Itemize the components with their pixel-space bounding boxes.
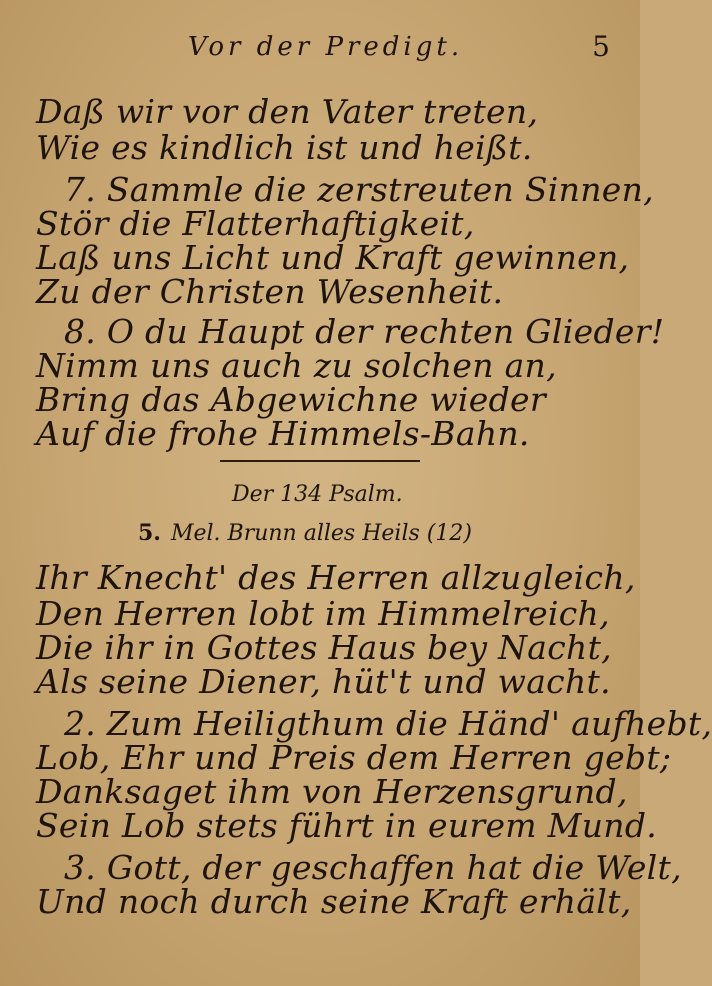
verse-line: Den Herren lobt im Himmelreich, — [36, 594, 610, 633]
verse-line: Stör die Flatterhaftigkeit, — [36, 204, 475, 243]
verse-line: Wie es kindlich ist und heißt. — [36, 128, 533, 167]
verse-line: Ihr Knecht' des Herren allzugleich, — [36, 558, 636, 597]
page-number: 5 — [592, 30, 610, 63]
verse-line: Sein Lob stets führt in eurem Mund. — [36, 806, 658, 845]
verse-line: Zu der Christen Wesenheit. — [36, 272, 504, 311]
verse-line: Bring das Abgewichne wieder — [36, 380, 546, 419]
verse-line: 3. Gott, der geschaffen hat die Welt, — [64, 848, 682, 887]
running-title: Vor der Predigt. — [188, 32, 464, 62]
verse-line: Nimm uns auch zu solchen an, — [36, 346, 557, 385]
verse-line: 7. Sammle die zerstreuten Sinnen, — [64, 170, 654, 209]
verse-line: Laß uns Licht und Kraft gewinnen, — [36, 238, 630, 277]
verse-line: Lob, Ehr und Preis dem Herren gebt; — [36, 738, 672, 777]
verse-line: 8. O du Haupt der rechten Glieder! — [64, 312, 665, 351]
verse-line: 2. Zum Heiligthum die Händ' aufhebt, — [64, 704, 712, 743]
melody-line — [138, 520, 472, 546]
section-divider — [220, 460, 420, 462]
page-header — [0, 28, 640, 68]
verse-line: Daß wir vor den Vater treten, — [36, 92, 539, 131]
verse-line: Danksaget ihm von Herzensgrund, — [36, 772, 628, 811]
verse-line: Die ihr in Gottes Haus bey Nacht, — [36, 628, 612, 667]
hymn-number: 5. — [138, 520, 161, 546]
verse-line: Auf die frohe Himmels-Bahn. — [36, 414, 530, 453]
verse-line: Als seine Diener, hüt't und wacht. — [36, 662, 611, 701]
melody-text: Mel. Brunn alles Heils (12) — [170, 521, 472, 546]
verse-line: Und noch durch seine Kraft erhält, — [36, 882, 632, 921]
psalm-title: Der 134 Psalm. — [232, 482, 403, 507]
